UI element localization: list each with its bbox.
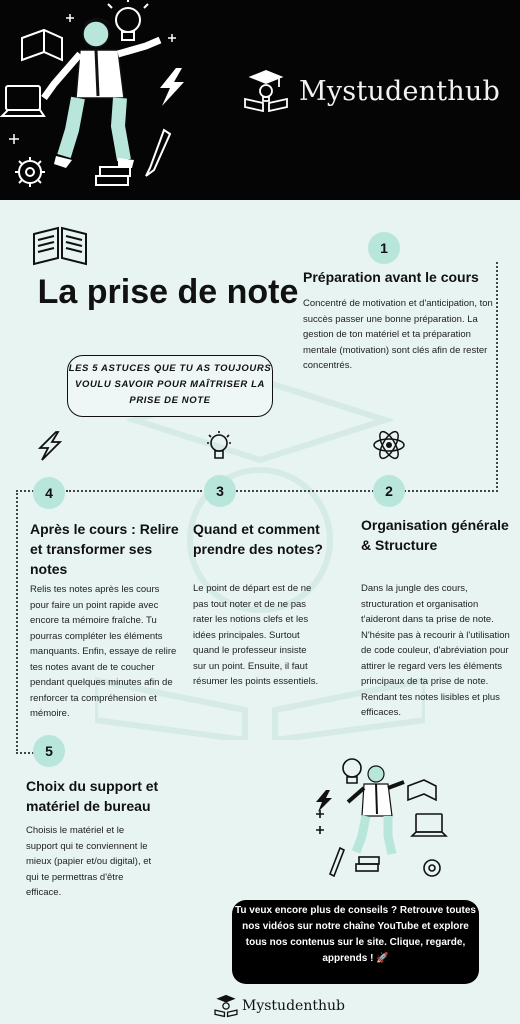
step-5-title: Choix du support et matériel de bureau [26, 778, 159, 814]
cta-box[interactable]: Tu veux encore plus de conseils ? Retrouve toutes nos vidéos sur notre chaîne YouTube et explore tous nos contenus sur le site. Clique, regarde, apprends ! 🚀 [232, 900, 479, 984]
atom-icon [372, 428, 406, 462]
footer-brand-name: Mystudenthub [242, 998, 345, 1014]
connector-2-3 [236, 490, 374, 492]
graduation-cap-logo-icon [214, 994, 238, 1018]
step-4-number: 4 [33, 477, 65, 509]
step-3-text: Le point de départ est de ne pas tout noter et de ne pas rater les notions clefs et les idées principales. Surtout quand le professeur insiste sur un point. Ensuite, il faut résumer les points essentiels. [193, 583, 319, 687]
step-2-number: 2 [373, 475, 405, 507]
student-illustration [0, 0, 230, 200]
lightning-icon [34, 430, 64, 462]
step-2-title: Organisation générale & Structure [361, 517, 509, 553]
lightbulb-icon [206, 430, 232, 464]
footer-brand [214, 994, 345, 1018]
subtitle-box: LES 5 ASTUCES QUE TU AS TOUJOURS VOULU SAVOIR POUR MAÎTRISER LA PRISE DE NOTE [67, 355, 273, 417]
step-1-title: Préparation avant le cours [303, 269, 479, 285]
step-2-text: Dans la jungle des cours, structuration et organisation t'aideront dans ta prise de note. N'hésite pas à recourir à l'utilisation de code couleur, d'abréviation pour attirer le regard vers les éléments principaux de ta prise de note. Rendant tes notes lisibles et plus efficaces. [361, 583, 510, 718]
student-illustration-small [312, 752, 472, 892]
graduation-cap-logo-icon [243, 69, 289, 113]
step-5-text: Choisis le matériel et le support qui te conviennent le mieux (papier et/ou digital), et qui te permettras d'être efficace. [26, 825, 152, 898]
brand-name: Mystudenthub [299, 75, 500, 107]
header-brand [243, 69, 500, 113]
step-1-text: Concentré de motivation et d'anticipation, ton succès passer une bonne préparation. La gestion de ton matériel et ta préparation mentale (motivation) sont clés afin de rester concentrés. [303, 298, 493, 371]
step-3-title: Quand et comment prendre des notes? [193, 521, 323, 557]
step-4-text: Relis tes notes après les cours pour faire un point rapide avec encore ta mémoire fraîche. Tu pourras compléter les éléments manquants. Enfin, essaye de relire tes notes avant de te coucher pendant quelques minutes afin de renforcer ta compréhension et mémoire. [30, 584, 177, 719]
step-1-number: 1 [368, 232, 400, 264]
open-book-icon [30, 226, 90, 266]
page-title: La prise de note [37, 273, 299, 311]
connector-3-4 [66, 490, 202, 492]
header-banner [0, 0, 520, 200]
step-4-title: Après le cours : Relire et transformer ses notes [30, 521, 179, 577]
step-3-number: 3 [204, 475, 236, 507]
step-5-number: 5 [33, 735, 65, 767]
